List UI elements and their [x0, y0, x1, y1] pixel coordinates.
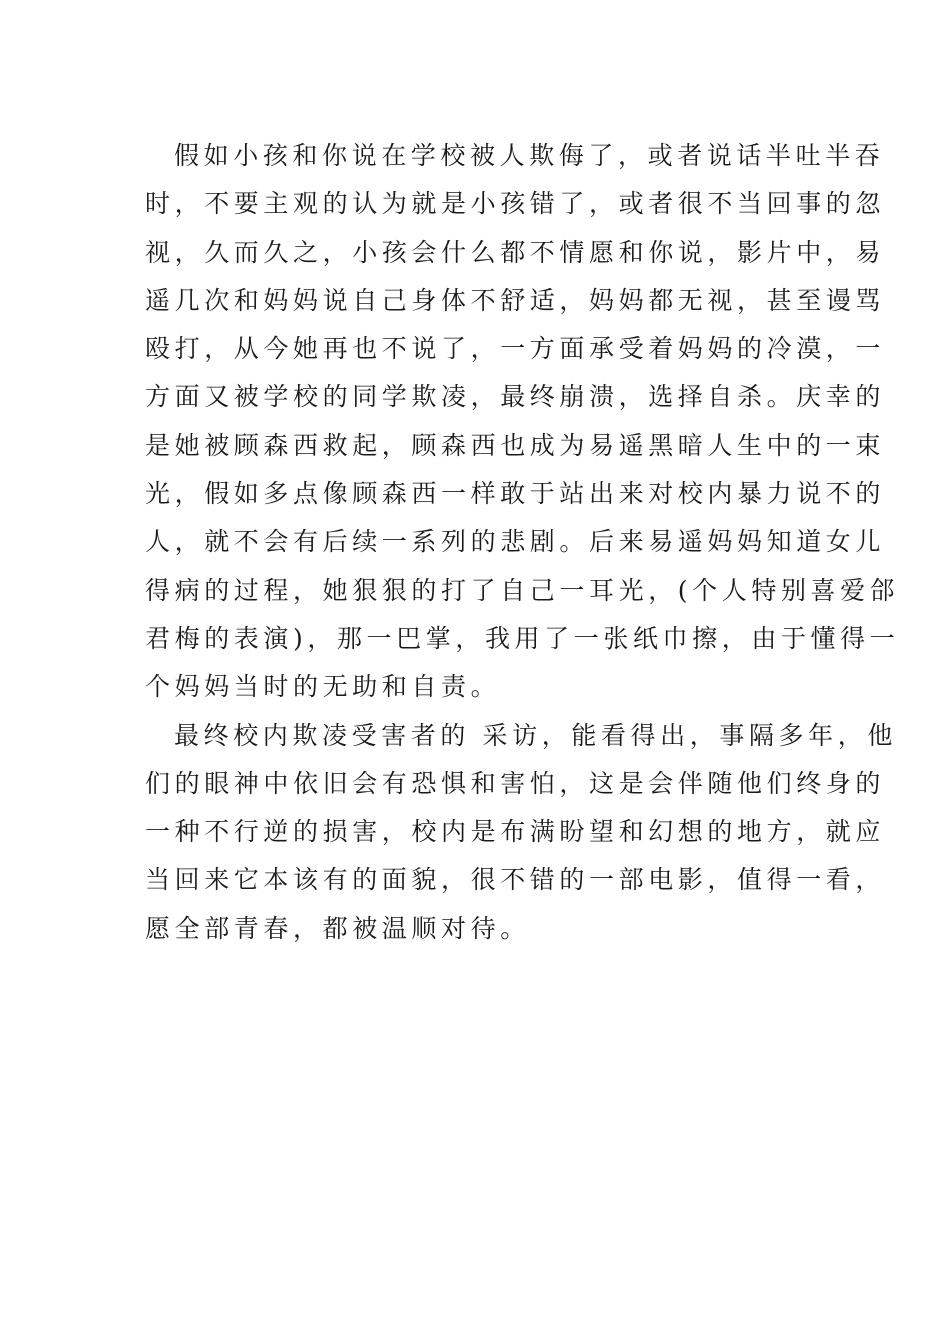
paragraph-2 — [145, 712, 897, 953]
paragraph-line: 光，假如多点像顾森西一样敢于站出来对校内暴力说不的 — [145, 479, 886, 509]
paragraph-1 — [145, 132, 900, 712]
paragraph-line: 当回来它本该有的面貌，很不错的一部电影，值得一看， — [145, 865, 886, 895]
paragraph-line: 是她被顾森西救起，顾森西也成为易遥黑暗人生中的一束 — [145, 430, 886, 460]
paragraph-line: 方面又被学校的同学欺凌，最终崩溃，选择自杀。庆幸的 — [145, 382, 886, 412]
paragraph-line: 愿全部青春，都被温顺对待。 — [145, 913, 530, 943]
paragraph-line: 最终校内欺凌受害者的 采访，能看得出，事隔多年，他 — [174, 720, 897, 750]
paragraph-line: 遥几次和妈妈说自己身体不舒适，妈妈都无视，甚至谩骂 — [145, 285, 886, 315]
paragraph-line: 一种不行逆的损害，校内是布满盼望和幻想的地方，就应 — [145, 817, 886, 847]
paragraph-line: 君梅的表演)，那一巴掌，我用了一张纸巾擦，由于懂得一 — [145, 623, 900, 653]
paragraph-line: 殴打，从今她再也不说了，一方面承受着妈妈的冷漠，一 — [145, 334, 886, 364]
document-body — [145, 132, 900, 953]
paragraph-line: 假如小孩和你说在学校被人欺侮了，或者说话半吐半吞 — [174, 141, 885, 170]
paragraph-line: 人，就不会有后续一系列的悲剧。后来易遥妈妈知道女儿 — [145, 527, 886, 557]
paragraph-line: 时，不要主观的认为就是小孩错了，或者很不当回事的忽 — [145, 189, 886, 219]
paragraph-line: 们的眼神中依旧会有恐惧和害怕，这是会伴随他们终身的 — [145, 768, 886, 798]
paragraph-line: 得病的过程，她狠狠的打了自己一耳光，(个人特别喜爱郃 — [145, 575, 900, 605]
paragraph-line: 个妈妈当时的无助和自责。 — [145, 672, 501, 702]
paragraph-line: 视，久而久之，小孩会什么都不情愿和你说，影片中，易 — [145, 237, 886, 267]
